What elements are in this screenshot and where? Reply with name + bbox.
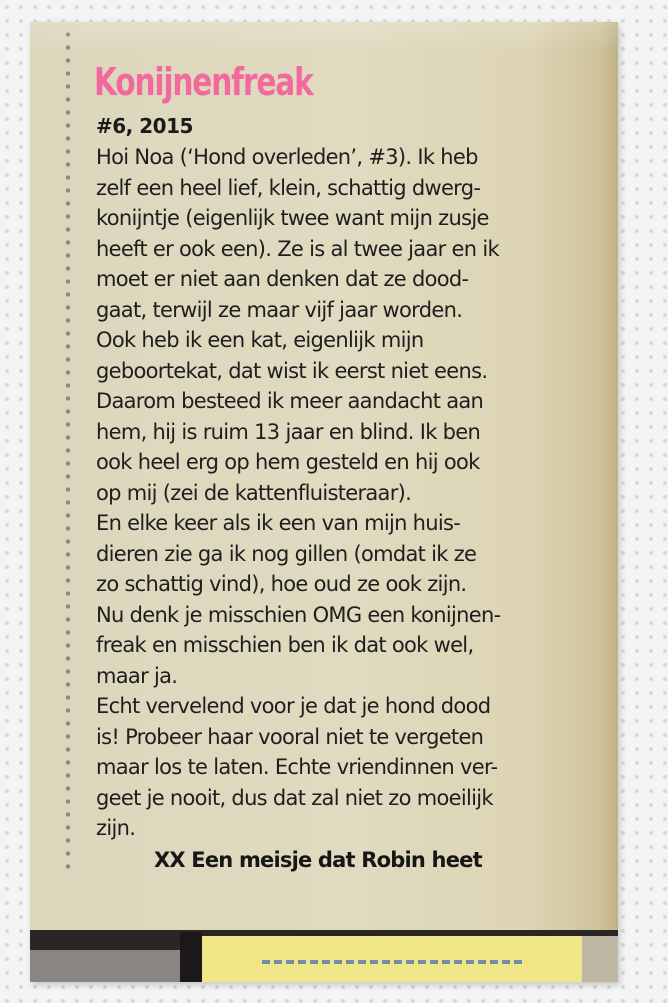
article-body	[96, 142, 616, 844]
article-title: Konijnenfreak	[94, 60, 313, 104]
body-line: Nu denk je misschien OMG een konijnen-	[96, 602, 501, 627]
article-signature: XX Een meisje dat Robin heet	[154, 848, 482, 872]
body-line: hem, hij is ruim 13 jaar en blind. Ik ben	[96, 419, 481, 444]
body-line: konijntje (eigenlijk twee want mijn zusje	[96, 206, 489, 230]
body-line: gaat, terwijl ze maar vijf jaar worden.	[96, 297, 463, 322]
magazine-clipping	[30, 22, 618, 982]
body-line: geboortekat, dat wist ik eerst niet eens.	[96, 358, 488, 383]
body-line: maar los te laten. Echte vriendinnen ver-	[96, 755, 498, 779]
body-line: Hoi Noa (‘Hond overleden’, #3). Ik heb	[96, 145, 478, 169]
body-line: freak en misschien ben ik dat ook wel,	[96, 633, 474, 657]
body-line: maar ja.	[96, 663, 178, 688]
body-line: is! Probeer haar vooral niet te vergeten	[96, 724, 484, 749]
body-line: zo schattig vind), hoe oud ze ook zijn.	[96, 572, 467, 596]
body-line: moet er niet aan denken dat ze dood-	[96, 267, 469, 291]
body-line: geet je nooit, dus dat zal niet zo moeilijk	[96, 785, 493, 810]
dotted-rule	[64, 28, 72, 870]
issue-reference: #6, 2015	[96, 114, 193, 138]
adjacent-page-corner	[582, 936, 618, 982]
body-line: ook heel erg op hem gesteld en hij ook	[96, 450, 480, 474]
body-line: En elke keer als ik een van mijn huis-	[96, 511, 461, 535]
adjacent-yellow-note	[202, 936, 582, 982]
body-line: zelf een heel lief, klein, schattig dwerg-	[96, 175, 481, 200]
body-line: Ook heb ik een kat, eigenlijk mijn	[96, 328, 424, 352]
body-line: zijn.	[96, 816, 136, 840]
body-line: Daarom besteed ik meer aandacht aan	[96, 389, 484, 413]
body-line: dieren zie ga ik nog gillen (omdat ik ze	[96, 541, 477, 566]
adjacent-page-divider	[180, 932, 202, 982]
body-line: op mij (zei de kattenfluisteraar).	[96, 480, 412, 505]
adjacent-page-edge	[30, 950, 180, 982]
body-line: heeft er ook een). Ze is al twee jaar en ik	[96, 236, 499, 261]
body-line: Echt vervelend voor je dat je hond dood	[96, 694, 491, 718]
